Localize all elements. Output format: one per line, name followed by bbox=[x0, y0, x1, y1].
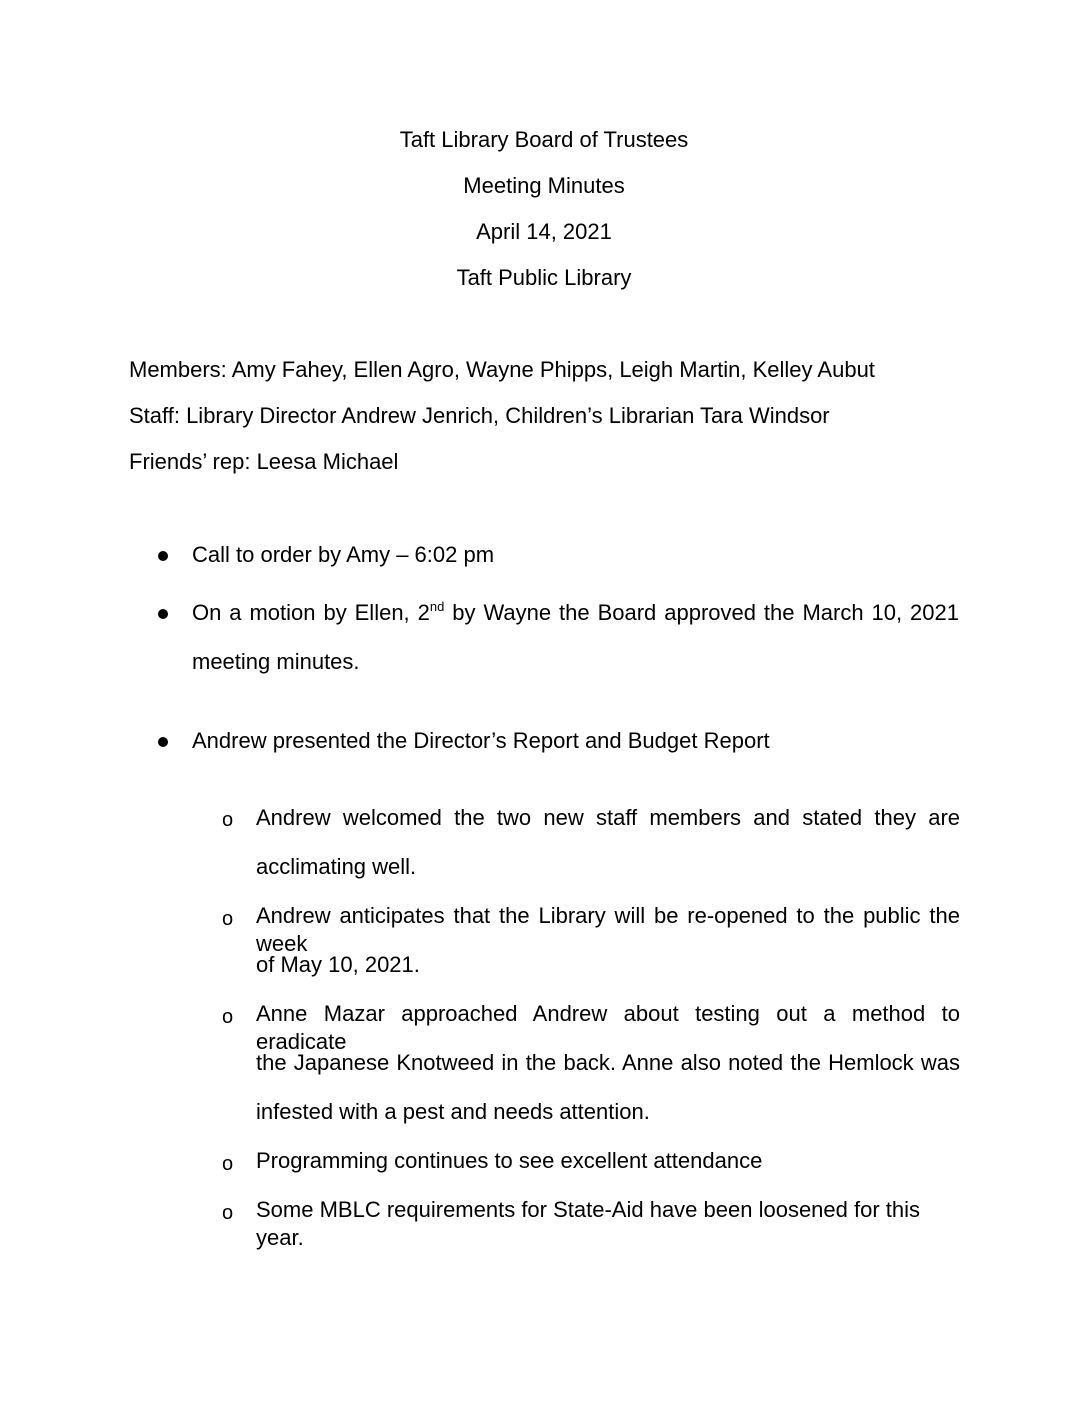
document-title: Taft Library Board of Trustees bbox=[399, 127, 689, 152]
motion-text-b: by Wayne the Board approved the March 10, 2021 bbox=[444, 600, 959, 625]
sub-bullet-icon: o bbox=[222, 908, 234, 930]
motion-text-a: On a motion by Ellen, 2 bbox=[192, 600, 430, 625]
sub-bullet-icon: o bbox=[222, 1006, 234, 1028]
bullet-icon bbox=[158, 609, 168, 619]
directors-report-item: Andrew presented the Director’s Report and Budget Report bbox=[192, 728, 770, 753]
new-staff-line2: acclimating well. bbox=[256, 854, 417, 879]
document-subtitle: Meeting Minutes bbox=[463, 173, 625, 198]
sub-bullet-icon: o bbox=[222, 1202, 234, 1224]
call-to-order-item: Call to order by Amy – 6:02 pm bbox=[192, 542, 495, 567]
friends-rep-line: Friends’ rep: Leesa Michael bbox=[129, 449, 399, 474]
meeting-date: April 14, 2021 bbox=[476, 219, 612, 244]
mblc-item: Some MBLC requirements for State-Aid have been loosened for this year. bbox=[256, 1197, 921, 1250]
motion-item-line1 bbox=[192, 599, 959, 627]
bullet-icon bbox=[158, 551, 168, 561]
staff-line: Staff: Library Director Andrew Jenrich, Children’s Librarian Tara Windsor bbox=[129, 403, 830, 428]
bullet-icon bbox=[158, 737, 168, 747]
knotweed-line2: the Japanese Knotweed in the back. Anne also noted the Hemlock was bbox=[256, 1050, 960, 1075]
members-line: Members: Amy Fahey, Ellen Agro, Wayne Phipps, Leigh Martin, Kelley Aubut bbox=[129, 357, 875, 382]
sub-bullet-icon: o bbox=[222, 1153, 234, 1175]
knotweed-line1: Anne Mazar approached Andrew about testing out a method to eradicate bbox=[256, 1001, 960, 1054]
motion-item-line2: meeting minutes. bbox=[192, 649, 360, 674]
reopen-line1: Andrew anticipates that the Library will be re-opened to the public the week bbox=[256, 903, 960, 956]
sub-bullet-icon: o bbox=[222, 809, 234, 831]
programming-item: Programming continues to see excellent attendance bbox=[256, 1148, 763, 1173]
ordinal-suffix: nd bbox=[429, 599, 445, 614]
meeting-location: Taft Public Library bbox=[456, 265, 632, 290]
reopen-line2: of May 10, 2021. bbox=[256, 952, 420, 977]
new-staff-line1: Andrew welcomed the two new staff members and stated they are bbox=[256, 805, 960, 830]
knotweed-line3: infested with a pest and needs attention. bbox=[256, 1099, 650, 1124]
